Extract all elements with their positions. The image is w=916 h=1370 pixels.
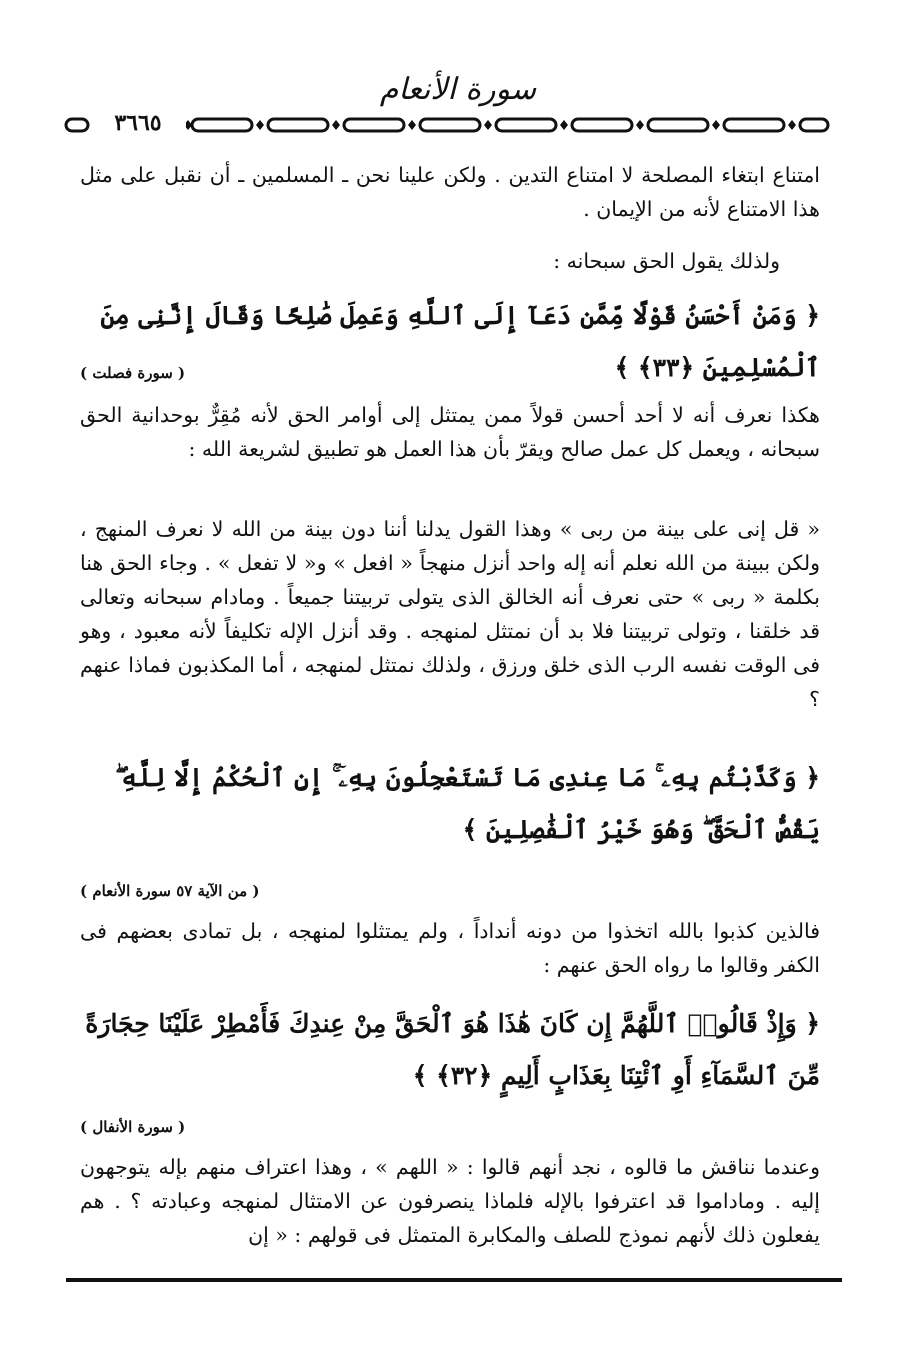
verse-source-anam: ( من الآية ٥٧ سورة الأنعام ) (80, 882, 260, 900)
page-number: ٣٦٦٥ (90, 108, 186, 138)
paragraph-1: امتناع ابتغاء المصلحة لا امتناع التدين . ولكن علينا نحن ـ المسلمين ـ أن نقبل على مثل هذا الامتناع لأنه من الإيمان . (80, 163, 820, 221)
quran-verse-anam: ﴿ وَكَذَّبْتُم بِهِۦ ۚ مَا عِندِى مَا تَسْتَعْجِلُونَ بِهِۦٓ ۚ إِنِ ٱلْحُكْمُ إِلَّا لِلَّهِ ۖ يَقُصُّ ٱلْحَقَّ ۖ وَهُوَ خَيْرُ ٱلْفَٰصِلِينَ ﴾ (115, 763, 820, 844)
paragraph-6: وعندما نناقش ما قالوه ، نجد أنهم قالوا : « اللهم » ، وهذا اعتراف منهم بإله يتوجهون إليه . وماداموا قد اعترفوا بالإله فلماذا ينصرفون عن الامتثال لمنهجه وعبادته ؟ . هم يفعلون ذلك لأنهم نموذج للصلف والمكابرة المتمثل فى قولهم : « إن (80, 1155, 820, 1247)
paragraph-5: فالذين كذبوا بالله اتخذوا من دونه أنداداً ، ولم يمتثلوا لمنهجه ، بل تمادى بعضهم فى الكفر وقالوا ما رواه الحق عنهم : (80, 919, 820, 977)
surah-title: سورة الأنعام (379, 72, 537, 107)
quran-verse-anfal: ﴿ وَإِذْ قَالُوا۟ ٱللَّهُمَّ إِن كَانَ هَٰذَا هُوَ ٱلْحَقَّ مِنْ عِندِكَ فَأَمْطِرْ عَلَيْنَا حِجَارَةً مِّنَ ٱلسَّمَآءِ أَوِ ٱئْتِنَا بِعَذَابٍ أَلِيمٍ ﴿٣٢﴾ ﴾ (85, 1009, 820, 1090)
paragraph-4: « قل إنى على بينة من ربى » وهذا القول يدلنا أننا دون بينة من الله لا نعرف المنهج ، ولكن ببينة من الله نعلم أنه إله واحد أنزل منهجاً « افعل » و« لا تفعل » . وجاء الحق هنا بكلمة « ربى » حتى نعرف أنه الخالق الذى يتولى تربيتنا جميعاً . ومادام سبحانه وتعالى قد خلقنا ، وتولى تربيتنا فلا بد أن نمتثل لمنهجه . وقد أنزل الإله تكليفاً لأنه معبود ، وهو فى الوقت نفسه الرب الذى خلق ورزق ، ولذلك نمتثل لمنهجه ، أما المكذبون فماذا عنهم ؟ (80, 517, 820, 711)
bottom-rule (66, 1278, 842, 1282)
paragraph-2: ولذلك يقول الحق سبحانه : (553, 249, 780, 273)
paragraph-3: هكذا نعرف أنه لا أحد أحسن قولاً ممن يمتثل إلى أوامر الحق لأنه مُقِرٌّ بوحدانية الحق سبحانه ، ويعمل كل عمل صالح ويقرّ بأن هذا العمل هو تطبيق لشريعة الله : (80, 403, 820, 461)
quran-verse-fussilat: ﴿ وَمَنْ أَحْسَنُ قَوْلًا مِّمَّن دَعَآ إِلَى ٱللَّهِ وَعَمِلَ صَٰلِحًا وَقَالَ إِنَّنِى مِنَ ٱلْمُسْلِمِينَ ﴿٣٣﴾ ﴾ (100, 301, 820, 382)
verse-source-anfal: ( سورة الأنفال ) (80, 1118, 186, 1136)
verse-source-fussilat: ( سورة فصلت ) (80, 364, 186, 382)
